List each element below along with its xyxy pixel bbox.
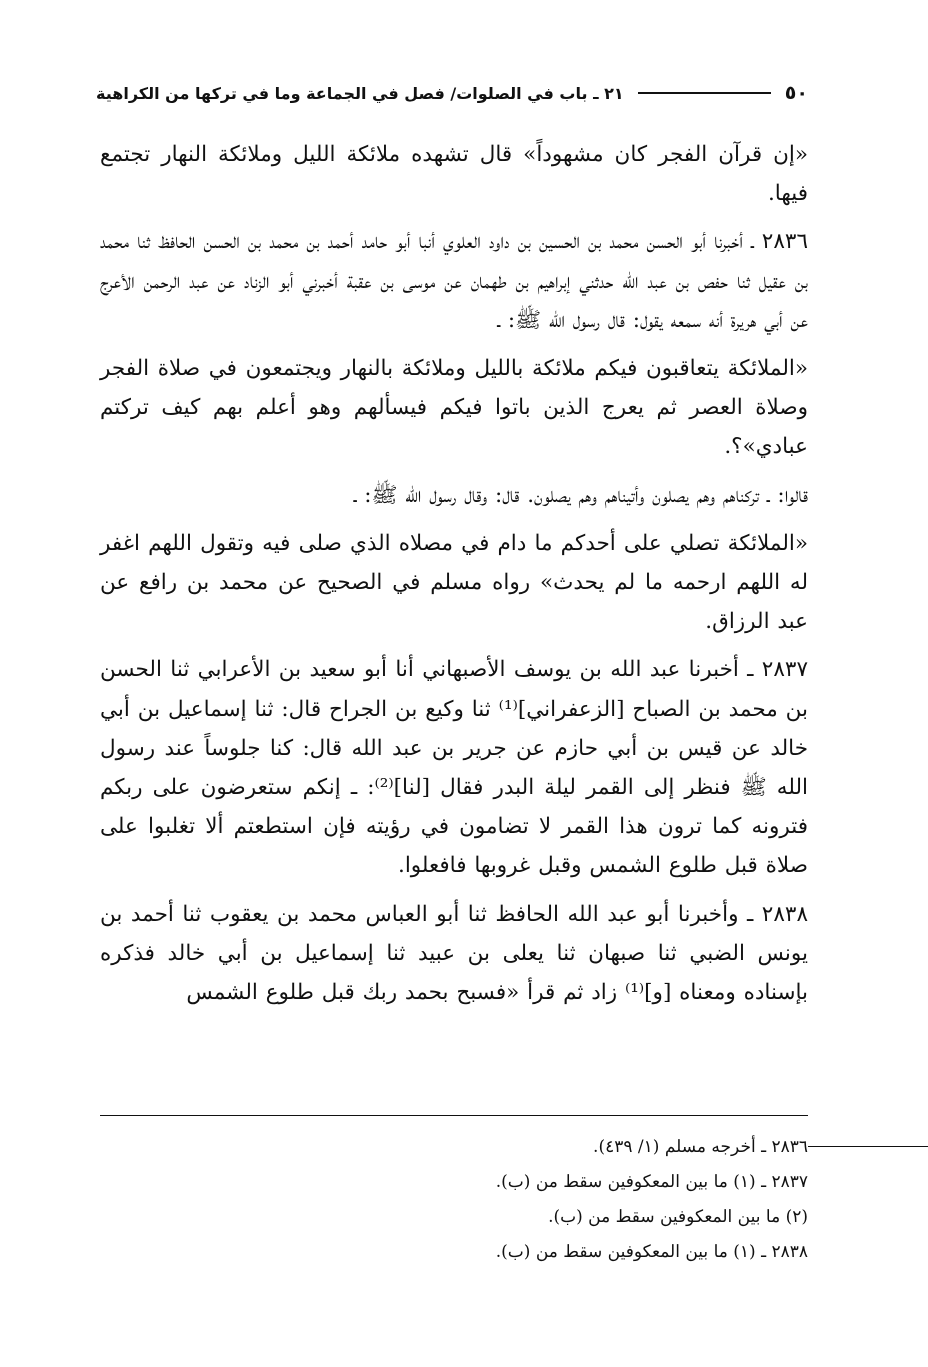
- footnote-2837-2: (٢) ما بين المعكوفين سقط من (ب).: [548, 1207, 808, 1227]
- footnotes: [288, 1130, 808, 1270]
- paragraph-2838: ٢٨٣٨ ـ وأخبرنا أبو عبد الله الحافظ ثنا أبو العباس محمد بن يعقوب ثنا أحمد بن يونس الضبي ثنا صبهان ثنا يعلى بن عبيد ثنا إسماعيل بن أبي خالد فذكره بإسناده ومعناه [و]⁽¹⁾ زاد ثم قرأ «فسبح بحمد ربك قبل طلوع الشمس: [100, 901, 808, 1006]
- header-rule: [638, 92, 771, 94]
- footnote-2838-1: ٢٨٣٨ ـ (١) ما بين المعكوفين سقط من (ب).: [495, 1242, 808, 1262]
- main-text: [100, 135, 808, 1021]
- footnote-2836: ٢٨٣٦ ـ أخرجه مسلم (١/ ٤٣٩).: [288, 1130, 808, 1165]
- paragraph-2836-second-matn: «الملائكة تصلي على أحدكم ما دام في مصلاه الذي صلى فيه وتقول اللهم اغفر له اللهم ارحمه ما لم يحدث» رواه مسلم في الصحيح عن محمد بن رافع عن عبد الرزاق.: [100, 530, 808, 635]
- paragraph-hadith-continuation: «إن قرآن الفجر كان مشهوداً» قال تشهده ملائكة الليل وملائكة النهار تجتمع فيها.: [100, 142, 808, 207]
- paragraph-2836-isnad: ٢٨٣٦ ـ أخبرنا أبو الحسن محمد بن الحسين بن داود العلوي أنبا أبو حامد أحمد بن محمد بن الحسن الحافظ ثنا محمد بن عقيل ثنا حفص بن عبد الله حدثني إبراهيم بن طهمان عن موسى بن عقبة أخبرني أبو الزناد عن عبد الرحمن الأعرج عن أبي هريرة أنه سمعه يقول: قال رسول الله ﷺ: ـ: [100, 229, 808, 333]
- page-number: ٥٠: [784, 82, 808, 104]
- footnote-rule: [808, 1146, 928, 1147]
- footnote-2837-1: ٢٨٣٧ ـ (١) ما بين المعكوفين سقط من (ب).: [495, 1172, 808, 1192]
- chapter-title: ٢١ ـ باب في الصلوات/ فصل في الجماعة وما في تركها من الكراهية: [96, 83, 624, 103]
- paragraph-2836-reply: قالوا: ـ تركناهم وهم يصلون وأتيناهم وهم يصلون. قال: وقال رسول الله ﷺ: ـ: [353, 482, 808, 508]
- running-header: [96, 78, 808, 108]
- paragraph-2837: ٢٨٣٧ ـ أخبرنا عبد الله بن يوسف الأصبهاني أنا أبو سعيد بن الأعرابي ثنا الحسن بن محمد بن الصباح [الزعفراني]⁽¹⁾ ثنا وكيع بن الجراح قال: ثنا إسماعيل بن أبي خالد عن قيس بن أبي حازم عن جرير بن عبد الله قال: كنا جلوساً عند رسول الله ﷺ فنظر إلى القمر ليلة البدر فقال [لنا]⁽²⁾: ـ إنكم ستعرضون على ربكم فترونه كما ترون هذا القمر لا تضامون في رؤيته فإن استطعتم ألا تغلبوا على صلاة قبل طلوع الشمس وقبل غروبها فافعلوا.: [100, 657, 808, 879]
- paragraph-2836-matn: «الملائكة يتعاقبون فيكم ملائكة بالليل وملائكة بالنهار ويجتمعون في صلاة الفجر وصلاة العصر ثم يعرج الذين باتوا فيكم فيسألهم وهو أعلم بهم كيف تركتم عبادي»؟.: [100, 356, 808, 460]
- footnote-separator: [100, 1115, 808, 1116]
